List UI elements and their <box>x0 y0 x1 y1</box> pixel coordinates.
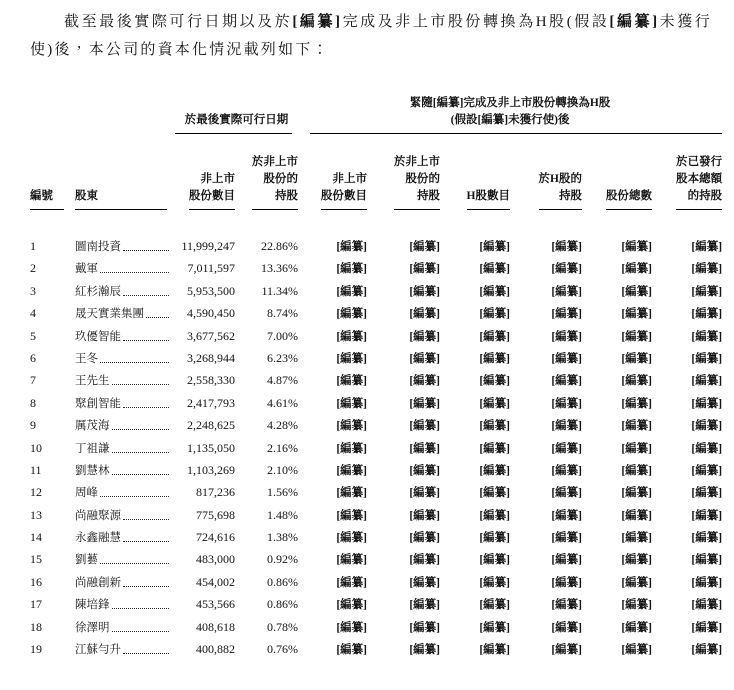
col-header-unlisted-shares: 非上市 股份數目 <box>175 134 235 210</box>
shareholder-name: 劉藝 <box>75 554 98 567</box>
row-number: 16 <box>30 574 42 589</box>
redacted-cell: [編纂] <box>551 420 582 433</box>
redacted-cell: [編纂] <box>479 576 510 589</box>
redacted-cell: [編纂] <box>551 599 582 612</box>
redacted-cell: [編纂] <box>621 308 652 321</box>
table-row <box>30 639 722 661</box>
redacted-cell: [編纂] <box>336 375 367 388</box>
redacted-cell: [編纂] <box>691 644 723 657</box>
page-root <box>0 8 734 690</box>
shareholding-pct-value: 1.38% <box>267 530 298 545</box>
redacted-cell: [編纂] <box>336 352 367 365</box>
group-header-spacer <box>30 88 175 134</box>
redacted-cell: [編纂] <box>691 442 723 455</box>
dot-leader <box>146 317 169 318</box>
redacted-cell: [編纂] <box>336 308 367 321</box>
redacted-cell: [編纂] <box>409 375 440 388</box>
redacted-cell: [編纂] <box>691 599 723 612</box>
row-number: 4 <box>30 306 36 321</box>
unlisted-shares-value: 3,677,562 <box>187 328 235 343</box>
redacted-cell: [編纂] <box>691 375 723 388</box>
redacted-cell: [編纂] <box>691 241 723 253</box>
row-number: 3 <box>30 283 36 298</box>
redacted-cell: [編纂] <box>479 263 510 276</box>
redacted-cell: [編纂] <box>621 509 652 522</box>
redacted-cell: [編纂] <box>336 599 367 612</box>
redacted-cell: [編纂] <box>551 263 582 276</box>
redacted-term: [編纂] <box>609 14 660 30</box>
redacted-cell: [編纂] <box>336 241 367 253</box>
table-header <box>30 88 722 210</box>
dot-leader <box>123 541 169 542</box>
redacted-term: [編纂] <box>292 14 343 30</box>
dot-leader <box>123 340 169 341</box>
shareholding-pct-value: 2.16% <box>267 440 298 455</box>
redacted-cell: [編纂] <box>621 442 652 455</box>
group2-title-line1: 緊隨[編纂]完成及非上市股份轉換為H股 <box>409 97 611 109</box>
row-number: 1 <box>30 239 36 253</box>
redacted-cell: [編纂] <box>336 621 367 634</box>
redacted-cell: [編纂] <box>621 263 652 276</box>
redacted-cell: [編纂] <box>479 644 510 657</box>
shareholder-name-cell <box>75 616 175 638</box>
shareholding-pct-value: 6.23% <box>267 350 298 365</box>
shareholder-name: 圖南投資 <box>75 241 121 253</box>
shareholding-pct-value: 0.76% <box>267 642 298 657</box>
unlisted-shares-value: 2,417,793 <box>187 395 235 410</box>
redacted-cell: [編纂] <box>479 442 510 455</box>
redacted-cell: [編纂] <box>409 576 440 589</box>
redacted-cell: [編纂] <box>551 644 582 657</box>
shareholder-name: 永鑫融慧 <box>75 532 121 545</box>
shareholding-pct-value: 11.34% <box>261 283 298 298</box>
shareholding-pct-value: 0.86% <box>267 574 298 589</box>
table-row <box>30 460 722 482</box>
dot-leader <box>112 429 170 430</box>
redacted-cell: [編纂] <box>409 241 440 253</box>
redacted-cell: [編纂] <box>336 263 367 276</box>
intro-paragraph <box>30 8 712 64</box>
row-number: 14 <box>30 530 42 545</box>
unlisted-shares-value: 2,558,330 <box>187 373 235 388</box>
unlisted-shares-value: 400,882 <box>196 642 235 657</box>
redacted-cell: [編纂] <box>479 308 510 321</box>
shareholding-pct-value: 0.92% <box>267 552 298 567</box>
shareholder-name: 聚創智能 <box>75 397 121 410</box>
shareholder-name-cell <box>75 415 175 437</box>
redacted-cell: [編纂] <box>551 509 582 522</box>
redacted-cell: [編纂] <box>691 285 723 298</box>
redacted-cell: [編纂] <box>336 442 367 455</box>
redacted-cell: [編纂] <box>336 487 367 500</box>
redacted-cell: [編纂] <box>621 644 652 657</box>
dot-leader <box>100 362 169 363</box>
dot-leader <box>112 631 170 632</box>
col-header-unlisted-shares-post: 非上市 股份數目 <box>298 134 367 210</box>
row-number: 5 <box>30 328 36 343</box>
shareholder-name-cell <box>75 594 175 616</box>
redacted-cell: [編纂] <box>691 464 723 477</box>
unlisted-shares-value: 3,268,944 <box>187 350 235 365</box>
redacted-cell: [編纂] <box>551 397 582 410</box>
table-row <box>30 325 722 347</box>
shareholder-name: 周峰 <box>75 487 98 500</box>
group-header-post-conversion <box>298 88 722 134</box>
row-number: 19 <box>30 642 42 657</box>
unlisted-shares-value: 4,590,450 <box>187 306 235 321</box>
shareholder-name-cell <box>75 392 175 414</box>
row-number: 18 <box>30 619 42 634</box>
redacted-cell: [編纂] <box>621 554 652 567</box>
table-row <box>30 348 722 370</box>
unlisted-shares-value: 5,953,500 <box>187 283 235 298</box>
row-number: 17 <box>30 597 42 612</box>
redacted-cell: [編纂] <box>336 554 367 567</box>
redacted-cell: [編纂] <box>621 599 652 612</box>
shareholder-name-cell <box>75 460 175 482</box>
table-row <box>30 594 722 616</box>
unlisted-shares-value: 724,616 <box>196 530 235 545</box>
redacted-cell: [編纂] <box>409 263 440 276</box>
shareholding-pct-value: 8.74% <box>267 306 298 321</box>
table-row <box>30 303 722 325</box>
table-row <box>30 549 722 571</box>
unlisted-shares-value: 1,103,269 <box>187 462 235 477</box>
unlisted-shares-value: 454,002 <box>196 574 235 589</box>
shareholding-pct-value: 4.61% <box>267 395 298 410</box>
redacted-cell: [編纂] <box>551 308 582 321</box>
col-header-h-shareholding-pct: 於H股的 持股 <box>510 134 582 210</box>
redacted-cell: [編纂] <box>409 464 440 477</box>
shareholder-name: 王先生 <box>75 375 110 388</box>
redacted-cell: [編纂] <box>479 241 510 253</box>
intro-text-3: 未獲行使)後，本公司的資本化情況載列如下： <box>30 14 713 58</box>
redacted-cell: [編纂] <box>691 509 723 522</box>
redacted-cell: [編纂] <box>621 532 652 545</box>
shareholder-name-cell <box>75 280 175 302</box>
redacted-cell: [編纂] <box>621 621 652 634</box>
redacted-cell: [編纂] <box>479 375 510 388</box>
unlisted-shares-value: 483,000 <box>196 552 235 567</box>
shareholding-pct-value: 22.86% <box>261 239 298 253</box>
shareholding-pct-value: 0.86% <box>267 597 298 612</box>
dot-leader <box>100 272 169 273</box>
shareholder-name: 戴軍 <box>75 263 98 276</box>
redacted-cell: [編纂] <box>479 487 510 500</box>
redacted-cell: [編纂] <box>551 576 582 589</box>
unlisted-shares-value: 453,566 <box>196 597 235 612</box>
dot-leader <box>123 295 169 296</box>
redacted-cell: [編纂] <box>409 644 440 657</box>
redacted-cell: [編纂] <box>691 397 723 410</box>
dot-leader <box>123 407 169 408</box>
redacted-cell: [編纂] <box>479 420 510 433</box>
redacted-cell: [編纂] <box>336 464 367 477</box>
redacted-cell: [編纂] <box>621 241 652 253</box>
intro-text-2: 完成及非上市股份轉換為H股(假設 <box>342 14 610 30</box>
redacted-cell: [編纂] <box>691 308 723 321</box>
redacted-cell: [編纂] <box>479 621 510 634</box>
redacted-cell: [編纂] <box>479 285 510 298</box>
dot-leader <box>123 653 169 654</box>
group-header-row <box>30 88 722 134</box>
row-number: 7 <box>30 373 36 388</box>
shareholder-name-cell <box>75 348 175 370</box>
col-header-total-issued-capital-pct: 於已發行 股本總額 的持股 <box>652 134 722 210</box>
redacted-cell: [編纂] <box>621 420 652 433</box>
redacted-cell: [編纂] <box>336 330 367 343</box>
shareholder-name: 丁祖謙 <box>75 442 110 455</box>
shareholding-pct-value: 2.10% <box>267 462 298 477</box>
redacted-cell: [編纂] <box>409 532 440 545</box>
shareholder-name: 陳培鋒 <box>75 599 110 612</box>
redacted-cell: [編纂] <box>551 285 582 298</box>
shareholding-pct-value: 4.87% <box>267 373 298 388</box>
redacted-cell: [編纂] <box>621 352 652 365</box>
redacted-cell: [編纂] <box>409 442 440 455</box>
redacted-cell: [編纂] <box>691 554 723 567</box>
redacted-cell: [編纂] <box>621 464 652 477</box>
row-number: 15 <box>30 552 42 567</box>
redacted-cell: [編纂] <box>336 397 367 410</box>
redacted-cell: [編纂] <box>336 644 367 657</box>
table-row <box>30 258 722 280</box>
shareholder-name: 徐澤明 <box>75 621 110 634</box>
shareholder-name: 厲茂海 <box>75 420 110 433</box>
redacted-cell: [編纂] <box>409 487 440 500</box>
redacted-cell: [編纂] <box>551 554 582 567</box>
row-number: 11 <box>30 462 42 477</box>
redacted-cell: [編纂] <box>336 532 367 545</box>
redacted-cell: [編纂] <box>409 330 440 343</box>
redacted-cell: [編纂] <box>551 532 582 545</box>
shareholder-name-cell <box>75 210 175 258</box>
redacted-cell: [編纂] <box>409 621 440 634</box>
redacted-cell: [編纂] <box>691 621 723 634</box>
table-row <box>30 616 722 638</box>
unlisted-shares-value: 2,248,625 <box>187 418 235 433</box>
shareholder-name-cell <box>75 482 175 504</box>
redacted-cell: [編纂] <box>409 352 440 365</box>
redacted-cell: [編纂] <box>621 375 652 388</box>
redacted-cell: [編纂] <box>551 352 582 365</box>
shareholder-name-cell <box>75 258 175 280</box>
table-row <box>30 437 722 459</box>
redacted-cell: [編纂] <box>551 464 582 477</box>
redacted-cell: [編纂] <box>551 241 582 253</box>
group1-title: 於最後實際可行日期 <box>184 114 289 126</box>
col-header-total-shares: 股份總數 <box>582 134 652 210</box>
col-header-shareholder: 股東 <box>75 134 175 210</box>
redacted-cell: [編纂] <box>551 442 582 455</box>
shareholder-name-cell <box>75 527 175 549</box>
dot-leader <box>112 474 170 475</box>
redacted-cell: [編纂] <box>691 420 723 433</box>
row-number: 6 <box>30 350 36 365</box>
unlisted-shares-value: 817,236 <box>196 485 235 500</box>
shareholding-pct-value: 13.36% <box>261 261 298 276</box>
shareholder-name-cell <box>75 639 175 661</box>
redacted-cell: [編纂] <box>479 352 510 365</box>
shareholder-name-cell <box>75 571 175 593</box>
capitalization-table <box>30 88 722 661</box>
redacted-cell: [編纂] <box>621 397 652 410</box>
unlisted-shares-value: 7,011,597 <box>187 261 235 276</box>
redacted-cell: [編纂] <box>409 420 440 433</box>
column-header-row <box>30 134 722 210</box>
dot-leader <box>100 563 169 564</box>
shareholder-name: 晟天實業集團 <box>75 308 144 321</box>
redacted-cell: [編纂] <box>691 487 723 500</box>
redacted-cell: [編纂] <box>691 576 723 589</box>
redacted-cell: [編纂] <box>336 420 367 433</box>
redacted-cell: [編纂] <box>621 487 652 500</box>
redacted-cell: [編纂] <box>621 285 652 298</box>
shareholder-name-cell <box>75 325 175 347</box>
dot-leader <box>123 519 169 520</box>
table-row <box>30 210 722 258</box>
redacted-cell: [編纂] <box>479 464 510 477</box>
group2-title-line2: (假設[編纂]未獲行使)後 <box>450 114 570 126</box>
unlisted-shares-value: 1,135,050 <box>187 440 235 455</box>
table-row <box>30 571 722 593</box>
row-number: 8 <box>30 395 36 410</box>
shareholder-name-cell <box>75 303 175 325</box>
redacted-cell: [編纂] <box>409 509 440 522</box>
redacted-cell: [編纂] <box>691 330 723 343</box>
row-number: 10 <box>30 440 42 455</box>
row-number: 12 <box>30 485 42 500</box>
unlisted-shares-value: 408,618 <box>196 619 235 634</box>
shareholder-name: 尚融創新 <box>75 576 121 589</box>
shareholding-pct-value: 7.00% <box>267 328 298 343</box>
redacted-cell: [編纂] <box>551 621 582 634</box>
intro-text-1: 截至最後實際可行日期以及於 <box>64 14 293 30</box>
table-row <box>30 504 722 526</box>
table-row <box>30 527 722 549</box>
redacted-cell: [編纂] <box>409 554 440 567</box>
shareholder-name-cell <box>75 504 175 526</box>
col-header-unlisted-shareholding-pct: 於非上市 股份的 持股 <box>235 134 298 210</box>
shareholder-name: 玖優智能 <box>75 330 121 343</box>
redacted-cell: [編纂] <box>691 263 723 276</box>
shareholder-name-cell <box>75 437 175 459</box>
redacted-cell: [編纂] <box>479 397 510 410</box>
table-row <box>30 392 722 414</box>
row-number: 13 <box>30 507 42 522</box>
unlisted-shares-value: 11,999,247 <box>181 239 235 253</box>
dot-leader <box>112 608 170 609</box>
table-row <box>30 370 722 392</box>
table-row <box>30 415 722 437</box>
redacted-cell: [編纂] <box>479 509 510 522</box>
table-row <box>30 280 722 302</box>
row-number: 9 <box>30 418 36 433</box>
dot-leader <box>123 586 169 587</box>
shareholder-name: 尚融聚源 <box>75 509 121 522</box>
table-row <box>30 482 722 504</box>
table-body <box>30 210 722 661</box>
redacted-cell: [編纂] <box>479 599 510 612</box>
redacted-cell: [編纂] <box>551 487 582 500</box>
redacted-cell: [編纂] <box>336 509 367 522</box>
shareholder-name: 劉慧林 <box>75 464 110 477</box>
redacted-cell: [編纂] <box>336 285 367 298</box>
dot-leader <box>100 496 169 497</box>
shareholder-name-cell <box>75 549 175 571</box>
shareholding-pct-value: 1.48% <box>267 507 298 522</box>
redacted-cell: [編纂] <box>691 532 723 545</box>
redacted-cell: [編纂] <box>479 532 510 545</box>
col-header-number: 編號 <box>30 134 75 210</box>
redacted-cell: [編纂] <box>479 554 510 567</box>
shareholding-pct-value: 4.28% <box>267 418 298 433</box>
row-number: 2 <box>30 261 36 276</box>
redacted-cell: [編纂] <box>621 330 652 343</box>
dot-leader <box>112 452 170 453</box>
dot-leader <box>123 250 169 251</box>
shareholder-name: 江蘇勻升 <box>75 644 121 657</box>
dot-leader <box>112 384 170 385</box>
redacted-cell: [編纂] <box>409 397 440 410</box>
shareholder-name: 紅杉瀚辰 <box>75 285 121 298</box>
redacted-cell: [編纂] <box>691 352 723 365</box>
col-header-h-shares: H股數目 <box>440 134 510 210</box>
col-header-unlisted-shareholding-pct-post: 於非上市 股份的 持股 <box>367 134 440 210</box>
redacted-cell: [編纂] <box>479 330 510 343</box>
redacted-cell: [編纂] <box>409 308 440 321</box>
redacted-cell: [編纂] <box>551 330 582 343</box>
shareholder-name: 王冬 <box>75 352 98 365</box>
redacted-cell: [編纂] <box>551 375 582 388</box>
shareholding-pct-value: 0.78% <box>267 619 298 634</box>
shareholding-pct-value: 1.56% <box>267 485 298 500</box>
shareholder-name-cell <box>75 370 175 392</box>
redacted-cell: [編纂] <box>336 576 367 589</box>
group-header-latest-practicable-date <box>175 88 298 134</box>
redacted-cell: [編纂] <box>409 285 440 298</box>
redacted-cell: [編纂] <box>409 599 440 612</box>
unlisted-shares-value: 775,698 <box>196 507 235 522</box>
redacted-cell: [編纂] <box>621 576 652 589</box>
